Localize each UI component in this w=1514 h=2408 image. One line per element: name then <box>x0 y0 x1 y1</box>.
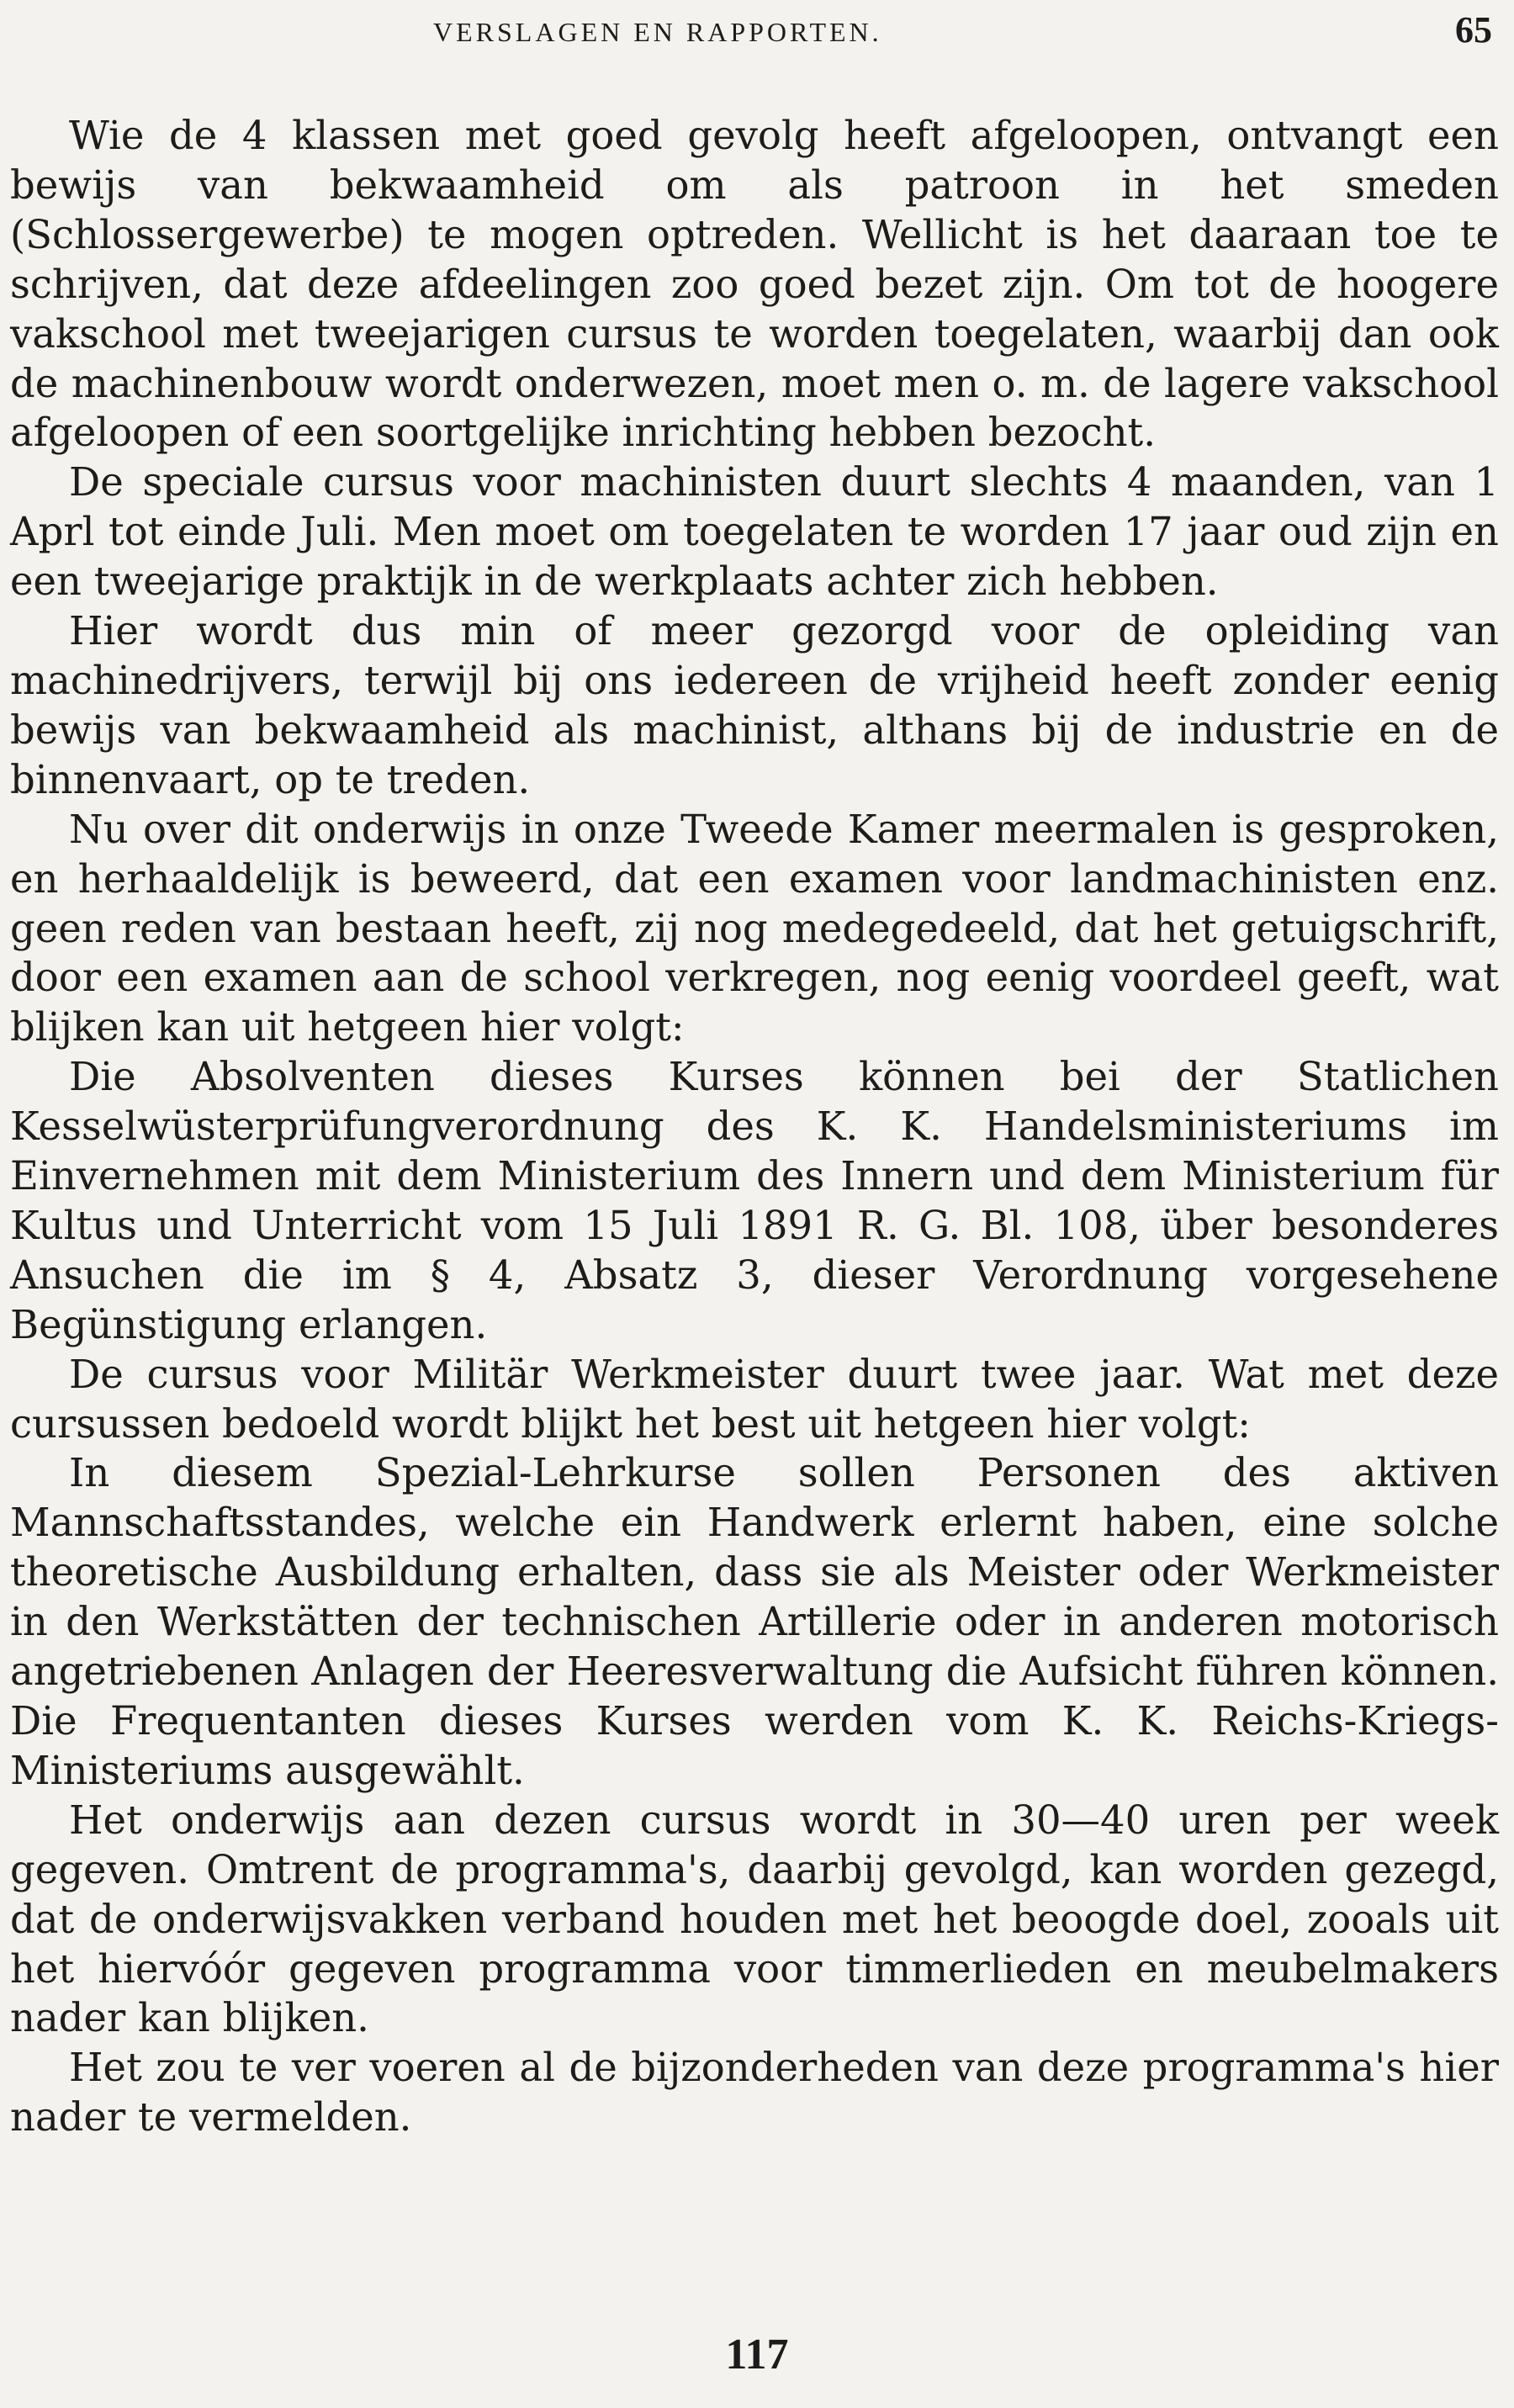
paragraph-3: Hier wordt dus min of meer gezorgd voor de opleiding van machinedrijvers, terwijl bij ons iedereen de vrijheid heeft zonder eenig bewijs van bekwaamheid als machinist, althans bij de industrie en de binnenvaart, op te treden. <box>10 608 1499 802</box>
paragraph-6: De cursus voor Militär Werkmeister duurt twee jaar. Wat met deze cursussen bedoeld wordt blijkt het best uit hetgeen hier volgt: <box>10 1351 1499 1447</box>
paragraph-4: Nu over dit onderwijs in onze Tweede Kamer meermalen is gesproken, en herhaaldelijk is beweerd, dat een examen voor landmachinisten enz. geen reden van bestaan heeft, zij nog medegedeeld, dat het getuigschrift, door een examen aan de school verkregen, nog eenig voordeel geeft, wat blijken kan uit hetgeen hier volgt: <box>10 806 1499 1051</box>
paragraph-2: De speciale cursus voor machinisten duurt slechts 4 maanden, van 1 Aprl tot einde Juli. Men moet om toegelaten te worden 17 jaar oud zijn en een tweejarige praktijk in de werkplaats achter zich hebben. <box>10 459 1499 605</box>
paragraph-5-german-quote: Die Absolventen dieses Kurses können bei der Statlichen Kesselwüsterprüfungverordnung des K. K. Handelsministeriums im Einvernehmen mit dem Ministerium des Innern und dem Ministerium für Kultus und Unterricht vom 15 Juli 1891 R. G. Bl. 108, über besonderes Ansuchen die im § 4, Absatz 3, dieser Verordnung vorgesehene Begünstigung erlangen. <box>10 1054 1499 1347</box>
page-number: 65 <box>1455 9 1492 50</box>
running-title: VERSLAGEN EN RAPPORTEN. <box>433 17 882 47</box>
running-head <box>0 5 1514 56</box>
paragraph-8: Het onderwijs aan dezen cursus wordt in 30—40 uren per week gegeven. Omtrent de programma's, daarbij gevolgd, kan worden gezegd, dat de onderwijsvakken verband houden met het beoogde doel, zooals uit het hiervóór gegeven programma voor timmerlieden en meubelmakers nader kan blijken. <box>10 1797 1499 2041</box>
paragraph-1: Wie de 4 klassen met goed gevolg heeft afgeloopen, ontvangt een bewijs van bekwaamheid om als patroon in het smeden (Schlossergewerbe) te mogen optreden. Wellicht is het daaraan toe te schrijven, dat deze afdeelingen zoo goed bezet zijn. Om tot de hoogere vakschool met tweejarigen cursus te worden toegelaten, waarbij dan ook de machinenbouw wordt onderwezen, moet men o. m. de lagere vakschool afgeloopen of een soortgelijke inrichting hebben bezocht. <box>10 113 1499 456</box>
signature-number: 117 <box>725 2331 789 2379</box>
paragraph-9: Het zou te ver voeren al de bijzonderheden van deze programma's hier nader te vermelden. <box>10 2045 1499 2141</box>
paragraph-7-german-quote: In diesem Spezial-Lehrkurse sollen Personen des aktiven Mannschaftsstandes, welche ein Handwerk erlernt haben, eine solche theoretische Ausbildung erhalten, dass sie als Meister oder Werkmeister in den Werkstätten der technischen Artillerie oder in anderen motorisch angetriebenen Anlagen der Heeresverwaltung die Aufsicht führen können. Die Frequentanten dieses Kurses werden vom K. K. Reichs-Kriegs-Ministeriums ausgewählt. <box>10 1450 1499 1793</box>
body-text <box>10 111 1499 2142</box>
